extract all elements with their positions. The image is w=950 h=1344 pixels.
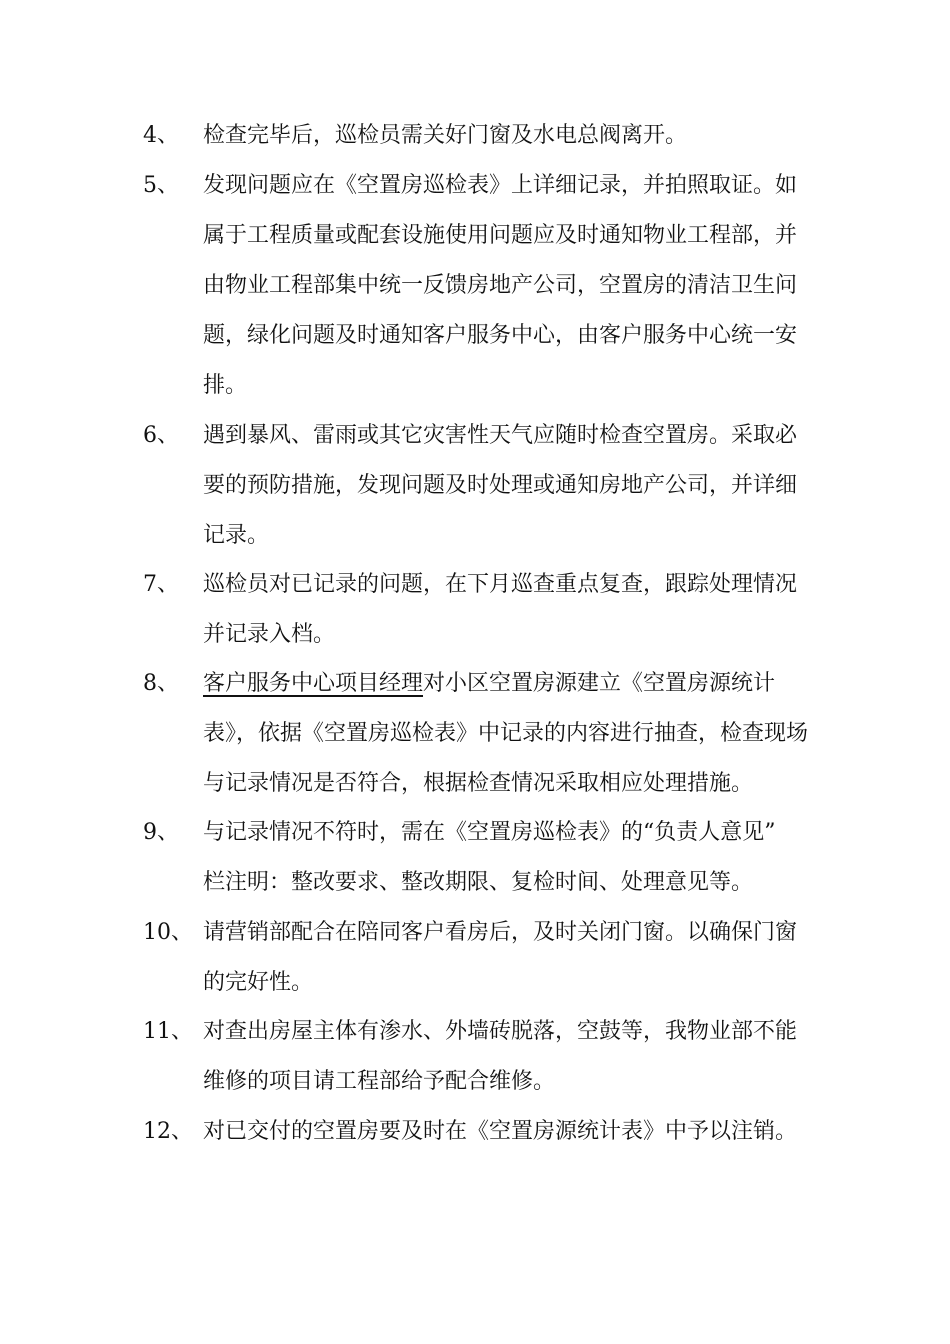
item-text-line: 题，绿化问题及时通知客户服务中心，由客户服务中心统一安 xyxy=(203,323,798,348)
item-text-line: 记录。 xyxy=(203,523,270,548)
item-text-line: 检查完毕后，巡检员需关好门窗及水电总阀离开。 xyxy=(203,123,688,148)
item-text-line: 与记录情况不符时，需在《空置房巡检表》的“负责人意见” xyxy=(203,820,776,845)
item-text-line: 巡检员对已记录的问题，在下月巡查重点复查，跟踪处理情况 xyxy=(203,572,798,597)
item-text-line xyxy=(203,672,775,696)
item-number: 11、 xyxy=(143,1019,193,1044)
item-text-rest: 对小区空置房源建立《空置房源统计 xyxy=(423,671,776,696)
item-number: 10、 xyxy=(143,920,193,945)
item-text-line: 栏注明：整改要求、整改期限、复检时间、处理意见等。 xyxy=(203,870,754,895)
item-text-line: 对已交付的空置房要及时在《空置房源统计表》中予以注销。 xyxy=(203,1119,798,1144)
item-text-line: 发现问题应在《空置房巡检表》上详细记录，并拍照取证。如 xyxy=(203,173,798,198)
item-text-line: 请营销部配合在陪同客户看房后，及时关闭门窗。以确保门窗 xyxy=(203,920,798,945)
item-text-line: 排。 xyxy=(203,373,248,398)
item-text-line: 维修的项目请工程部给予配合维修。 xyxy=(203,1069,556,1094)
item-number: 9、 xyxy=(143,820,179,845)
item-number: 5、 xyxy=(143,173,179,198)
item-text-line: 表》，依据《空置房巡检表》中记录的内容进行抽查，检查现场 xyxy=(203,721,809,746)
item-text-line: 的完好性。 xyxy=(203,970,314,995)
item-number: 4、 xyxy=(143,123,179,148)
item-text-line: 并记录入档。 xyxy=(203,622,336,647)
item-number: 6、 xyxy=(143,423,179,448)
item-number: 8、 xyxy=(143,671,179,696)
underlined-text: 客户服务中心项目经理 xyxy=(203,671,424,696)
item-text-line: 遇到暴风、雷雨或其它灾害性天气应随时检查空置房。采取必 xyxy=(203,423,798,448)
item-text-line: 对查出房屋主体有渗水、外墙砖脱落，空鼓等，我物业部不能 xyxy=(203,1019,798,1044)
item-number: 12、 xyxy=(143,1119,193,1144)
item-text-line: 要的预防措施，发现问题及时处理或通知房地产公司，并详细 xyxy=(203,473,798,498)
item-text-line: 由物业工程部集中统一反馈房地产公司，空置房的清洁卫生问 xyxy=(203,273,798,298)
item-text-line: 属于工程质量或配套设施使用问题应及时通知物业工程部，并 xyxy=(203,223,798,248)
item-text-line: 与记录情况是否符合，根据检查情况采取相应处理措施。 xyxy=(203,771,754,796)
item-number: 7、 xyxy=(143,572,179,597)
